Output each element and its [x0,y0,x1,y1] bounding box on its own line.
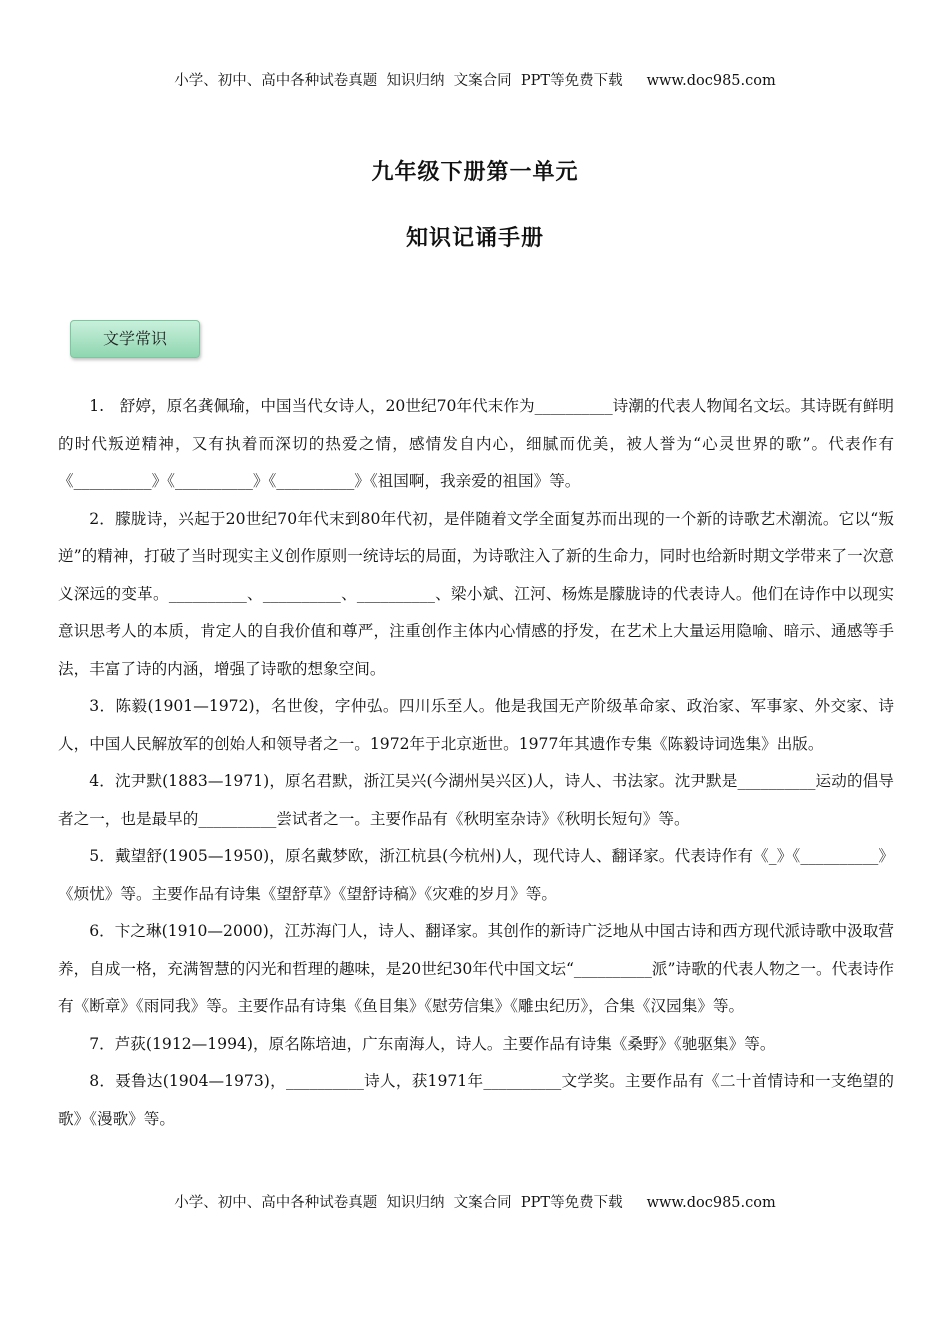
section-tag: 文学常识 [70,320,200,358]
header-url: www.doc985.com [646,73,776,89]
paragraph-4: 4．沈尹默(1883—1971)，原名君默，浙江吴兴(今湖州吴兴区)人，诗人、书法家。沈尹默是__________运动的倡导者之一，也是最早的__________尝试者之一。主要作品有《秋明室杂诗》《秋明长短句》等。 [58,772,894,828]
document-body [58,388,894,1138]
paragraph-8: 8．聂鲁达(1904—1973)，__________诗人，获1971年__________文学奖。主要作品有《二十首情诗和一支绝望的歌》《漫歌》等。 [58,1072,894,1128]
footer-url: www.doc985.com [646,1195,776,1211]
paragraph-7: 7．芦荻(1912—1994)，原名陈培迪，广东南海人，诗人。主要作品有诗集《桑野》《驰驱集》等。 [89,1034,776,1053]
paragraph-2: 2．朦胧诗，兴起于20世纪70年代末到80年代初，是伴随着文学全面复苏而出现的一个新的诗歌艺术潮流。它以“叛逆”的精神，打破了当时现实主义创作原则一统诗坛的局面，为诗歌注入了新的生命力，同时也给新时期文学带来了一次意义深远的变革。__________、__________、__________、梁小斌、江河、杨炼是朦胧诗的代表诗人。他们在诗作中以现实意识思考人的本质，肯定人的自我价值和尊严，注重创作主体内心情感的抒发，在艺术上大量运用隐喻、暗示、通感等手法，丰富了诗的内涵，增强了诗歌的想象空间。 [58,509,894,678]
document-subtitle: 知识记诵手册 [405,225,544,251]
page-header [0,69,950,90]
document-title: 九年级下册第一单元 [371,159,579,185]
paragraph-3: 3．陈毅(1901—1972)，名世俊，字仲弘。四川乐至人。他是我国无产阶级革命家、政治家、军事家、外交家、诗人，中国人民解放军的创始人和领导者之一。1972年于北京逝世。1977年其遗作专集《陈毅诗词选集》出版。 [58,697,894,753]
paragraph-6: 6．卞之琳(1910—2000)，江苏海门人，诗人、翻译家。其创作的新诗广泛地从中国古诗和西方现代派诗歌中汲取营养，自成一格，充满智慧的闪光和哲理的趣味，是20世纪30年代中国文坛“__________派”诗歌的代表人物之一。代表诗作有《断章》《雨同我》等。主要作品有诗集《鱼目集》《慰劳信集》《雕虫纪历》，合集《汉园集》等。 [58,922,894,1015]
page-footer [0,1191,950,1212]
footer-text: 小学、初中、高中各种试卷真题 知识归纳 文案合同 PPT等免费下载 [174,1195,623,1211]
paragraph-1: 1. 舒婷，原名龚佩瑜，中国当代女诗人，20世纪70年代末作为__________诗潮的代表人物闻名文坛。其诗既有鲜明的时代叛逆精神，又有执着而深切的热爱之情，感情发自内心，细腻而优美，被人誉为“心灵世界的歌”。代表作有《__________》《__________》《__________》《祖国啊，我亲爱的祖国》等。 [58,397,894,490]
header-text: 小学、初中、高中各种试卷真题 知识归纳 文案合同 PPT等免费下载 [174,73,623,89]
paragraph-5: 5．戴望舒(1905—1950)，原名戴梦欧，浙江杭县(今杭州)人，现代诗人、翻译家。代表诗作有《_》《__________》《烦忧》等。主要作品有诗集《望舒草》《望舒诗稿》《灾难的岁月》等。 [58,847,894,903]
